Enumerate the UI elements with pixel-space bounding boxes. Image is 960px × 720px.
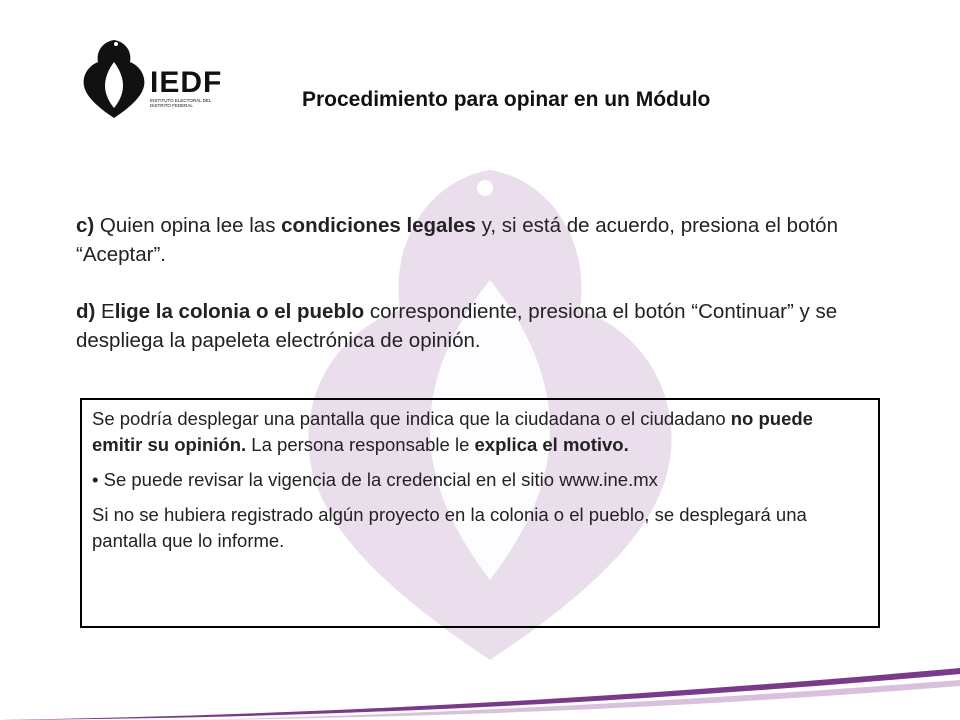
decorative-swoosh — [0, 660, 960, 720]
step-d-text-0: E — [95, 300, 115, 323]
page-title: Procedimiento para opinar en un Módulo — [302, 88, 711, 111]
step-c — [76, 211, 876, 269]
note-p1-bold-2: explica el motivo. — [474, 434, 629, 455]
note-p1-text-2: La persona responsable le — [246, 434, 475, 455]
note-p1-bold-1: no puede emitir su opinión. — [92, 408, 813, 455]
note-box — [80, 398, 880, 628]
note-bullet: • Se puede revisar la vigencia de la credencial en el sitio www.ine.mx — [92, 469, 658, 490]
step-d-text-2: correspondiente, presiona el botón “Continuar” y se despliega la papeleta electrónica de opinión. — [76, 300, 838, 352]
step-c-text-1: Quien opina lee las — [94, 214, 282, 237]
step-d-bold: lige la colonia o el pueblo — [114, 300, 365, 323]
note-p1-text-1: Se podría desplegar una pantalla que indica que la ciudadana o el ciudadano — [92, 408, 731, 429]
step-c-bold: condiciones legales — [281, 214, 476, 237]
step-d — [76, 297, 876, 355]
step-c-marker: c) — [76, 214, 95, 237]
step-c-text-2: y, si está de acuerdo, presiona el botón “Aceptar”. — [76, 214, 838, 266]
logo-wordmark: IEDF — [150, 66, 223, 99]
step-d-marker: d) — [76, 300, 96, 323]
logo-subtext: INSTITUTO ELECTORAL DEL DISTRITO FEDERAL — [150, 98, 212, 108]
note-paragraph-1 — [92, 406, 868, 458]
note-paragraph-3: Si no se hubiera registrado algún proyecto en la colonia o el pueblo, se desplegará una pantalla que lo informe. — [92, 504, 807, 551]
